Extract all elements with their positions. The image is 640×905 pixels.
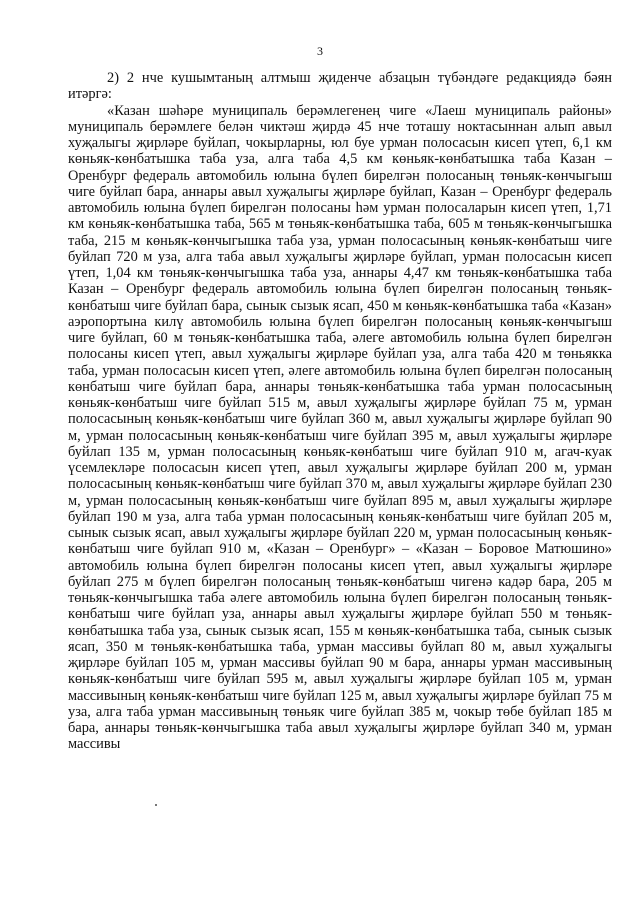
document-body [68, 70, 612, 753]
paragraph-boundary-description: «Казан шәһәре муниципаль берәмлегенең чиге «Лаеш муниципаль районы» муниципаль берәмлеге белән чиктәш җирдә 45 нче тоташу ноктасыннан алып авыл хуҗалыгы җирләре буйлап, чокырларны, юл буе урман полосасын кисеп үтеп, 6,1 км көньяк-көнбатышка таба уза, алга таба 4,5 км көньяк-көнбатышка таба Казан – Оренбург федераль автомобиль юлына бүлеп бирелгән полосаның төньяк-көнчыгыш чиге буйлап бара, аннары авыл хуҗалыгы җирләре буйлап, Казан – Оренбург федераль автомобиль юлына бүлеп бирелгән полосаны һәм урман полосаларын кисеп үтеп, 1,71 км көньяк-көнбатышка таба, 565 м төньяк-көнбатышка таба, 605 м төньяк-көнчыгышка таба, 215 м көньяк-көнчыгышка таба уза, урман полосасының көньяк-көнбатыш чиге буйлап 720 м уза, алга таба авыл хуҗалыгы җирләре буйлап, урман полосасын кисеп үтеп, 1,04 км төньяк-көнчыгышка таба уза, аннары 4,47 км төньяк-көнбатышка таба Казан – Оренбург федераль автомобиль юлына бүлеп бирелгән полосаның төньяк-көнбатыш чиге буйлап бара, сынык сызык ясап, 450 м көньяк-көнбатышка таба «Казан» аэропортына килү автомобиль юлына бүлеп бирелгән полосаның көньяк-көнчыгыш чиге буйлап, 60 м төньяк-көнбатышка таба, әлеге автомобиль юлына бүлеп бирелгән полосаны кисеп үтеп, авыл хуҗалыгы җирләре буйлап уза, алга таба 420 м төньякка таба, урман полосасын кисеп үтеп, әлеге автомобиль юлына бүлеп бирелгән полосаның көнбатыш чиге буйлап бара, аннары төньяк-көнбатышка таба урман полосасының көньяк-көнбатыш чиге буйлап 515 м, авыл хуҗалыгы җирләре буйлап 75 м, урман полосасының көньяк-көнбатыш чиге буйлап 360 м, авыл хуҗалыгы җирләре буйлап 90 м, урман полосасының көньяк-көнбатыш чиге буйлап 395 м, авыл хуҗалыгы җирләре буйлап 135 м, урман полосасының көньяк-көнбатыш чиге буйлап 910 м, агач-куак үсемлекләре полосасын кисеп үтеп, авыл хуҗалыгы җирләре буйлап 200 м, урман полосасының көньяк-көнбатыш чиге буйлап 370 м, авыл хуҗалыгы җирләре буйлап 230 м, урман полосасының көньяк-көнбатыш чиге буйлап 895 м, авыл хуҗалыгы җирләре буйлап 190 м уза, алга таба урман полосасының көньяк-көнбатыш чиге буйлап 205 м, сынык сызык ясап, авыл хуҗалыгы җирләре буйлап 220 м, урман полосасының көньяк-көнбатыш чиге буйлап 910 м, «Казан – Оренбург» – «Казан – Боровое Матюшино» автомобиль юлына бүлеп бирелгән полосаны кисеп үтеп, авыл хуҗалыгы җирләре буйлап 275 м бүлеп бирелгән полосаның төньяк-көнбатыш чигенә кадәр бара, 205 м төньяк-көнчыгышка таба әлеге автомобиль юлына бүлеп бирелгән полосаның төньяк-көнбатыш чиге буйлап уза, аннары авыл хуҗалыгы җирләре буйлап 550 м төньяк-көнбатышка таба уза, сынык сызык ясап, 155 м көньяк-көнбатышка таба, сынык сызык ясап, 350 м төньяк-көнбатышка таба, урман массивы буйлап 80 м, авыл хуҗалыгы җирләре буйлап 105 м, урман массивы буйлап 90 м бара, аннары урман массивының көньяк-көнбатыш чиге буйлап 595 м, авыл хуҗалыгы җирләре буйлап 105 м, урман массивының көньяк-көнбатыш чиге буйлап 125 м, авыл хуҗалыгы җирләре буйлап 75 м уза, алга таба урман массивының төньяк чиге буйлап 385 м, чокыр төбе буйлап 185 м бара, аннары төньяк-көнчыгышка таба авыл хуҗалыгы җирләре буйлап 340 м, урман массивы [68, 102, 612, 753]
scan-speck [155, 804, 157, 806]
paragraph-intro: 2) 2 нче кушымтаның алтмыш җиденче абзацын түбәндәге редакциядә бәян итәргә: [68, 70, 612, 103]
page-number: 3 [317, 44, 323, 58]
